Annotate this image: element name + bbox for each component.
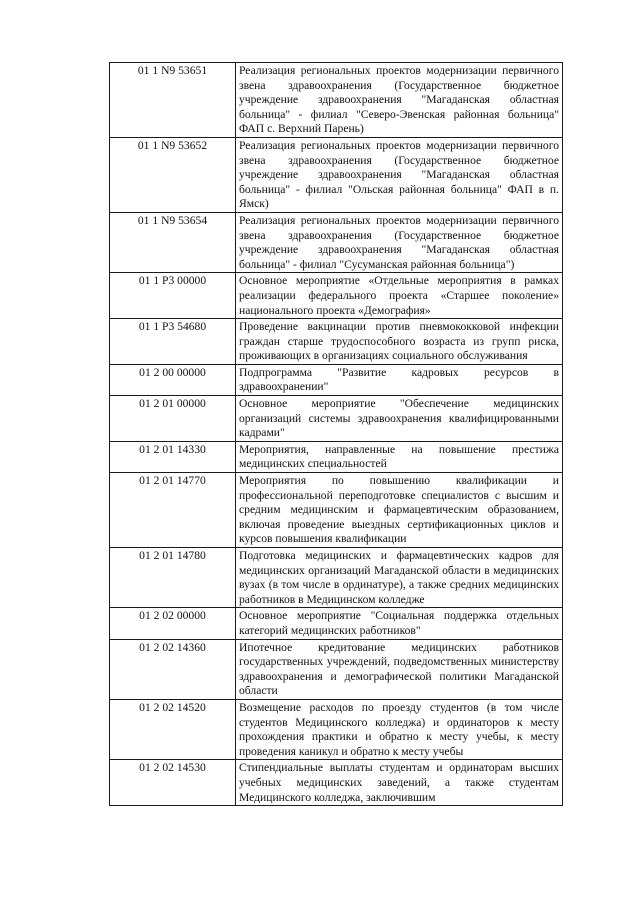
table-row [110, 212, 563, 272]
classification-code: 01 2 01 14770 [110, 473, 236, 548]
item-description: Проведение вакцинации против пневмококковой инфекции граждан старше трудоспособного возраста из групп риска, проживающих в организациях социального обслуживания [236, 319, 563, 365]
table-row [110, 273, 563, 319]
table-row [110, 364, 563, 395]
item-description: Подпрограмма "Развитие кадровых ресурсов в здравоохранении" [236, 364, 563, 395]
table-row [110, 548, 563, 608]
classification-code: 01 2 02 00000 [110, 608, 236, 639]
table-row [110, 473, 563, 548]
item-description: Основное мероприятие "Социальная поддержка отдельных категорий медицинских работников" [236, 608, 563, 639]
classification-code: 01 2 01 14780 [110, 548, 236, 608]
budget-classification-table [109, 62, 563, 806]
item-description: Основное мероприятие «Отдельные мероприятия в рамках реализации федерального проекта «Старшее поколение» национального проекта «Демография» [236, 273, 563, 319]
item-description: Ипотечное кредитование медицинских работников государственных учреждений, подведомственных министерству здравоохранения и демографической политики Магаданской области [236, 639, 563, 699]
table-row [110, 608, 563, 639]
classification-code: 01 1 N9 53652 [110, 137, 236, 212]
table-row [110, 760, 563, 806]
classification-code: 01 2 02 14530 [110, 760, 236, 806]
item-description: Реализация региональных проектов модернизации первичного звена здравоохранения (Государственное бюджетное учреждение здравоохранения "Магаданская областная больница" - филиал "Сусуманская районная больница") [236, 212, 563, 272]
classification-code: 01 1 N9 53651 [110, 63, 236, 138]
item-description: Стипендиальные выплаты студентам и ординаторам высших учебных медицинских заведений, а также студентам Медицинского колледжа, заключившим [236, 760, 563, 806]
classification-code: 01 1 N9 53654 [110, 212, 236, 272]
classification-code: 01 2 02 14360 [110, 639, 236, 699]
item-description: Подготовка медицинских и фармацевтических кадров для медицинских организаций Магаданской области в медицинских вузах (в том числе в ординатуре), а также средних медицинских работников в Медицинском колледже [236, 548, 563, 608]
item-description: Мероприятия, направленные на повышение престижа медицинских специальностей [236, 441, 563, 472]
table-row [110, 639, 563, 699]
table-row [110, 319, 563, 365]
classification-code: 01 1 P3 00000 [110, 273, 236, 319]
classification-code: 01 2 01 00000 [110, 396, 236, 442]
item-description: Реализация региональных проектов модернизации первичного звена здравоохранения (Государственное бюджетное учреждение здравоохранения "Магаданская областная больница" - филиал "Ольская районная больница" ФАП в п. Ямск) [236, 137, 563, 212]
classification-code: 01 1 P3 54680 [110, 319, 236, 365]
item-description: Реализация региональных проектов модернизации первичного звена здравоохранения (Государственное бюджетное учреждение здравоохранения "Магаданская областная больница" - филиал "Северо-Эвенская районная больница" ФАП с. Верхний Парень) [236, 63, 563, 138]
table-row [110, 396, 563, 442]
table-row [110, 137, 563, 212]
table-row [110, 63, 563, 138]
classification-code: 01 2 00 00000 [110, 364, 236, 395]
classification-code: 01 2 02 14520 [110, 699, 236, 759]
classification-code: 01 2 01 14330 [110, 441, 236, 472]
item-description: Основное мероприятие "Обеспечение медицинских организаций системы здравоохранения квалифицированными кадрами" [236, 396, 563, 442]
item-description: Возмещение расходов по проезду студентов (в том числе студентов Медицинского колледжа) и ординаторов к месту прохождения практики и обратно к месту учебы, к месту проведения каникул и обратно к месту учебы [236, 699, 563, 759]
item-description: Мероприятия по повышению квалификации и профессиональной переподготовке специалистов с высшим и средним медицинским и фармацевтическим образованием, включая проведение выездных сертификационных циклов и курсов повышения квалификации [236, 473, 563, 548]
table-body [110, 63, 563, 806]
table-row [110, 441, 563, 472]
table-row [110, 699, 563, 759]
